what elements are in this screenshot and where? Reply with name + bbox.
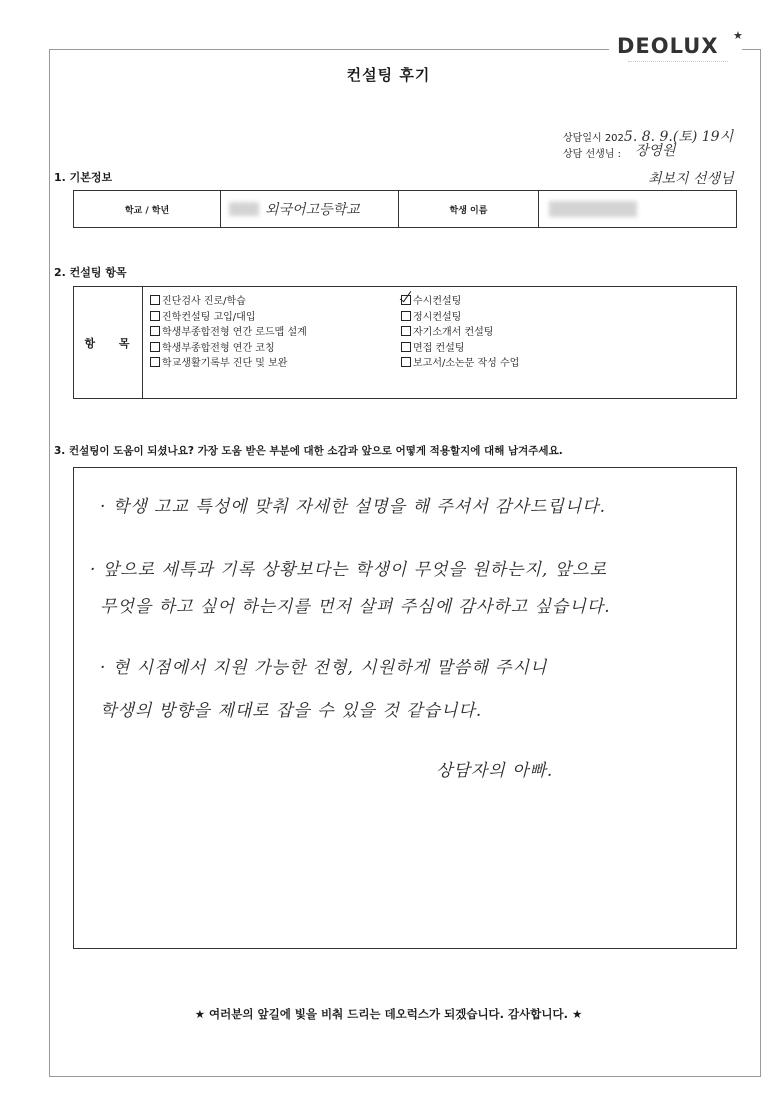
checkbox-checked[interactable] bbox=[401, 295, 411, 305]
footer-message: ★ 여러분의 앞길에 빛을 비춰 드리는 데오럭스가 되겠습니다. 감사합니다. ★ bbox=[194, 1007, 583, 1021]
section-consulting-items-heading: 2. 컨설팅 항목 bbox=[54, 266, 127, 279]
item-record-review: 학교생활기록부 진단 및 보완 bbox=[150, 356, 307, 372]
checkbox[interactable] bbox=[150, 342, 160, 352]
consult-teacher-handwritten-2: 최보지 선생님 bbox=[648, 171, 734, 187]
checkbox[interactable] bbox=[401, 357, 411, 367]
feedback-comment-box bbox=[73, 467, 737, 949]
item-roadmap-design: 학생부종합전형 연간 로드맵 설계 bbox=[150, 325, 307, 341]
consult-date-handwritten: 5. 8. 9.(토) 19시 bbox=[623, 129, 734, 145]
items-left-column bbox=[150, 294, 307, 372]
consult-teacher-handwritten-1: 장영원 bbox=[635, 143, 676, 159]
item-admission-consulting: 진학컨설팅 고입/대입 bbox=[150, 310, 307, 326]
section-feedback-heading: 3. 컨설팅이 도움이 되셨나요? 가장 도움 받은 부분에 대한 소감과 앞으로 어떻게 적용할지에 대해 남겨주세요. bbox=[54, 445, 563, 457]
checkbox[interactable] bbox=[401, 342, 411, 352]
item-susi-consulting: 수시컨설팅 bbox=[401, 294, 519, 310]
brand-logo: DEOLUX bbox=[617, 34, 719, 58]
checkbox[interactable] bbox=[150, 357, 160, 367]
redacted-school-prefix bbox=[229, 202, 259, 216]
comment-line: · 현 시점에서 지원 가능한 전형, 시원하게 말씀해 주시니 bbox=[100, 658, 548, 678]
items-right-column bbox=[401, 294, 519, 372]
consulting-items-table bbox=[73, 286, 737, 399]
item-annual-coaching: 학생부종합전형 연간 코칭 bbox=[150, 341, 307, 357]
comment-line: 학생의 방향을 제대로 잡을 수 있을 것 같습니다. bbox=[100, 701, 483, 721]
comment-line: · 앞으로 세특과 기록 상황보다는 학생이 무엇을 원하는지, 앞으로 bbox=[90, 560, 608, 580]
checkbox[interactable] bbox=[150, 326, 160, 336]
checkbox[interactable] bbox=[150, 295, 160, 305]
section-basic-info-heading: 1. 기본정보 bbox=[54, 171, 113, 184]
item-interview-consulting: 면접 컨설팅 bbox=[401, 341, 519, 357]
comment-line: 무엇을 하고 싶어 하는지를 먼저 살펴 주심에 감사하고 싶습니다. bbox=[100, 597, 611, 617]
basic-info-table bbox=[73, 190, 737, 228]
redacted-student-name bbox=[549, 201, 637, 217]
document-title: 컨설팅 후기 bbox=[346, 66, 431, 84]
checkbox[interactable] bbox=[401, 311, 411, 321]
school-grade-label: 학교 / 학년 bbox=[74, 191, 221, 227]
items-row-label: 항 목 bbox=[74, 287, 143, 398]
school-grade-value bbox=[221, 191, 399, 227]
comment-signature: 상담자의 아빠. bbox=[436, 761, 554, 781]
brand-star-icon: ★ bbox=[733, 29, 743, 42]
checkbox[interactable] bbox=[401, 326, 411, 336]
item-self-intro-consulting: 자기소개서 컨설팅 bbox=[401, 325, 519, 341]
comment-line: · 학생 고교 특성에 맞춰 자세한 설명을 해 주셔서 감사드립니다. bbox=[100, 497, 606, 517]
consult-teacher-label: 상담 선생님 : bbox=[563, 149, 622, 160]
item-report-writing: 보고서/소논문 작성 수업 bbox=[401, 356, 519, 372]
checkbox[interactable] bbox=[150, 311, 160, 321]
item-diagnostic-test: 진단검사 진로/학습 bbox=[150, 294, 307, 310]
item-jeongsi-consulting: 정시컨설팅 bbox=[401, 310, 519, 326]
consult-date-label: 상담일시 202 bbox=[563, 133, 624, 144]
student-name-value bbox=[539, 191, 736, 227]
school-value-handwritten: 외국어고등학교 bbox=[265, 202, 360, 218]
student-name-label: 학생 이름 bbox=[399, 191, 539, 227]
